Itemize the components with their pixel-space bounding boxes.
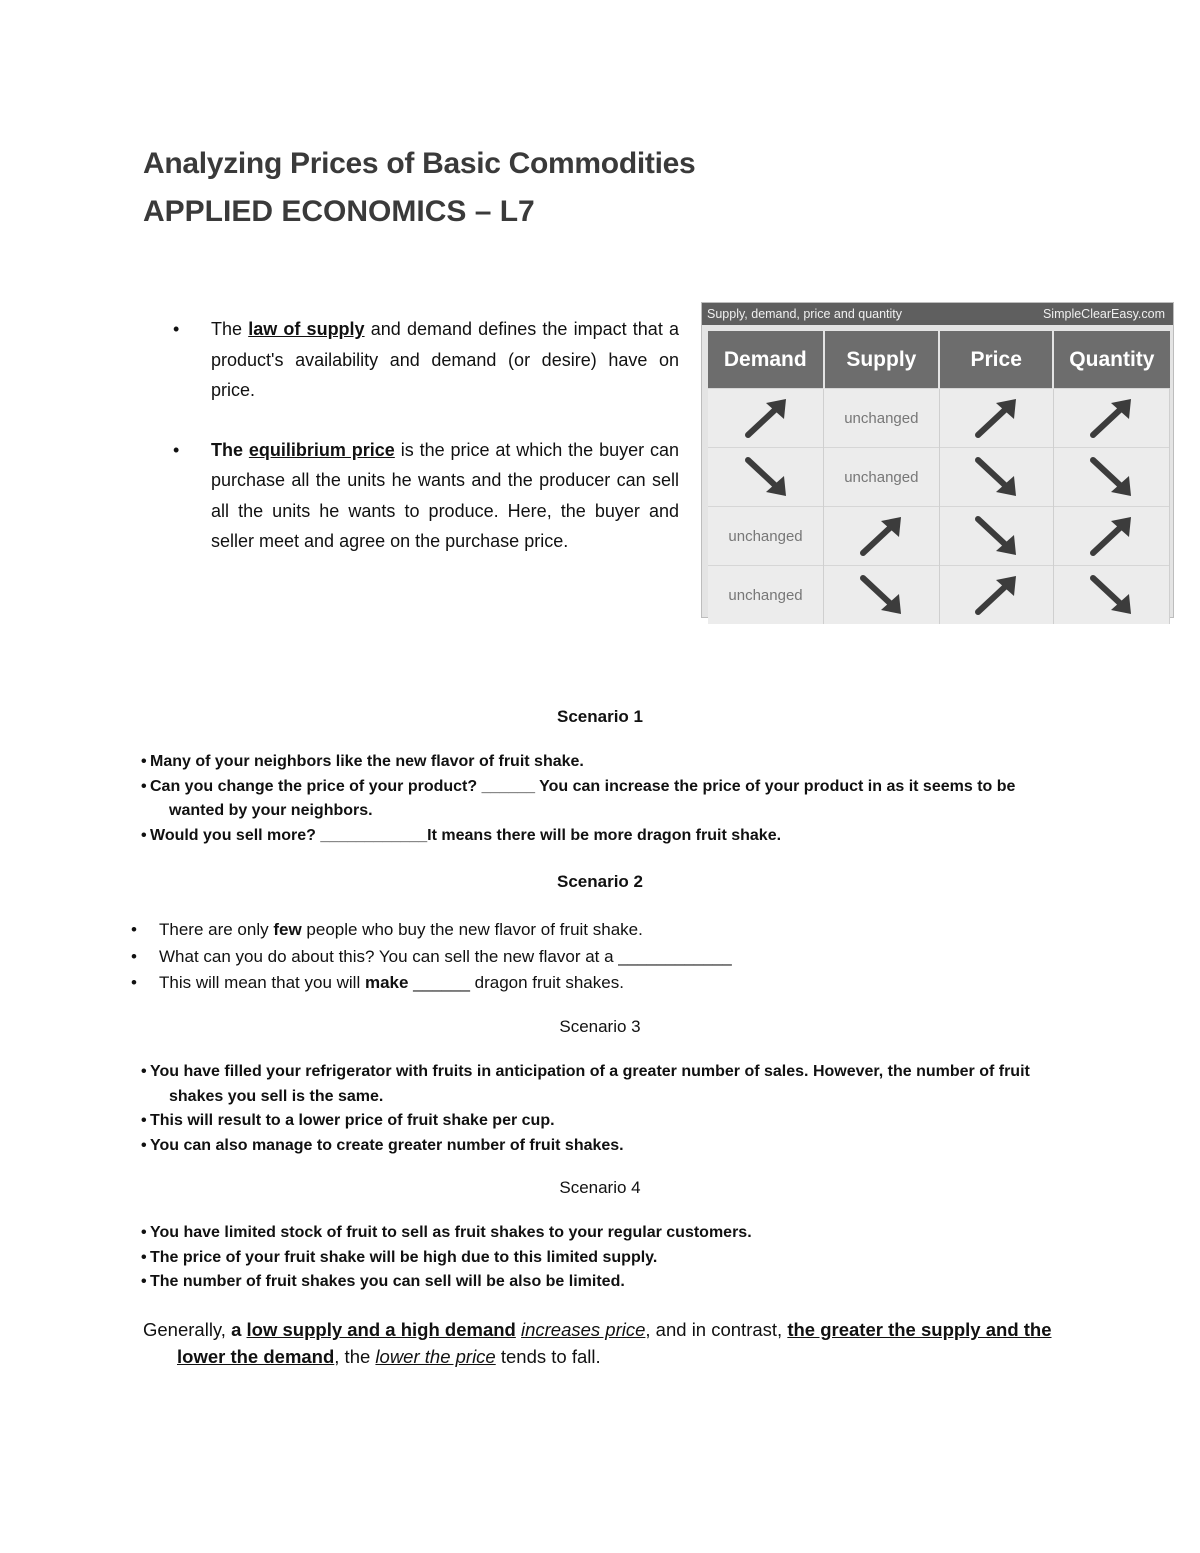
list-item-emphasis: few [273, 920, 302, 939]
list-item [141, 824, 1061, 849]
intro-text: is the price at which the buyer can purchase all the units he wants and the producer can sell all the units he wants to produce. Here, the buyer and seller meet and agree on the purchase price. [211, 439, 679, 551]
unchanged-label: unchanged [728, 586, 803, 604]
arrow-down-right-icon [970, 513, 1022, 559]
header-supply: Supply [824, 331, 940, 389]
table-row [708, 566, 1170, 625]
bullet: • [131, 920, 137, 939]
scenario-3-list [141, 1060, 1061, 1158]
list-item [141, 750, 1061, 775]
table-row [708, 507, 1170, 566]
intro-item-law-of-supply [173, 314, 679, 406]
conclusion-italic: lower the price [375, 1346, 496, 1367]
table-cell [708, 566, 824, 625]
list-item-text: Many of your neighbors like the new flavor of fruit shake. [150, 753, 584, 770]
list-item [131, 917, 1031, 944]
list-item [141, 1060, 1061, 1109]
bullet: • [141, 1063, 147, 1080]
conclusion-emphasis: the greater the supply and the lower the demand [177, 1319, 1052, 1367]
table-cell [939, 389, 1053, 448]
unchanged-label: unchanged [844, 409, 919, 427]
list-item [141, 1221, 1061, 1246]
scenario-3-title: Scenario 3 [559, 1017, 641, 1036]
conclusion-text: tends to fall. [495, 1346, 601, 1367]
conclusion-text: Generally, [143, 1319, 232, 1340]
table-caption-source: SimpleClearEasy.com [1042, 307, 1165, 321]
conclusion-text: , the [334, 1346, 376, 1367]
bullet: • [141, 753, 147, 770]
list-item-text: people who buy the new flavor of fruit shake. [301, 920, 643, 939]
scenario-1-title: Scenario 1 [557, 707, 643, 726]
document-title: Analyzing Prices of Basic Commodities [143, 147, 696, 180]
table-cell [939, 448, 1053, 507]
arrow-down-right-icon [855, 572, 907, 618]
table-cell [708, 448, 824, 507]
bullet: • [141, 1112, 147, 1129]
table-cell [824, 448, 940, 507]
list-item [131, 944, 1031, 971]
header-quantity: Quantity [1053, 331, 1169, 389]
header-price: Price [939, 331, 1053, 389]
list-item-text: There are only [159, 920, 274, 939]
header-demand: Demand [708, 331, 824, 389]
table-cell [824, 389, 940, 448]
scenario-2-title: Scenario 2 [557, 872, 643, 891]
table-body [708, 389, 1170, 625]
table-cell [824, 566, 940, 625]
arrow-down-right-icon [970, 454, 1022, 500]
arrow-down-right-icon [740, 454, 792, 500]
list-item-text: You have limited stock of fruit to sell as fruit shakes to your regular customers. [150, 1224, 752, 1241]
conclusion-text: a [231, 1319, 247, 1340]
scenario-1-list [141, 750, 1061, 848]
arrow-up-right-icon [740, 395, 792, 441]
scenario-4-list [141, 1221, 1061, 1295]
arrow-up-right-icon [970, 572, 1022, 618]
unchanged-label: unchanged [728, 527, 803, 545]
list-item [141, 775, 1061, 824]
intro-text: The [211, 319, 249, 339]
arrow-up-right-icon [855, 513, 907, 559]
table-row [708, 448, 1170, 507]
table-cell [708, 389, 824, 448]
list-item [141, 1246, 1061, 1271]
unchanged-label: unchanged [844, 468, 919, 486]
intro-text: and demand defines the impact that a product's availability and demand (or desire) have on price. [211, 319, 680, 400]
conclusion-text: , and in contrast, [645, 1319, 788, 1340]
list-item [141, 1270, 1061, 1295]
table-cell [939, 507, 1053, 566]
scenario-2-list [131, 917, 1031, 997]
table-cell [1053, 448, 1169, 507]
supply-demand-table [708, 331, 1170, 624]
bullet: • [141, 1224, 147, 1241]
table-cell [1053, 389, 1169, 448]
list-item-text: Can you change the price of your product? ______ You can increase the price of your product in as it seems to be wanted by your neighbors. [150, 777, 1016, 819]
bullet: • [141, 1273, 147, 1290]
arrow-up-right-icon [970, 395, 1022, 441]
list-item [141, 1134, 1061, 1159]
list-item-text: The price of your fruit shake will be high due to this limited supply. [150, 1248, 658, 1266]
list-item-text: You have filled your refrigerator with fruits in anticipation of a greater number of sales. However, the number of fruit shakes you sell is the same. [150, 1063, 1030, 1105]
conclusion-emphasis: low supply and a high demand [246, 1319, 516, 1340]
table-cell [1053, 507, 1169, 566]
bullet: • [141, 1136, 147, 1154]
table-caption [702, 303, 1173, 325]
document-subtitle: APPLIED ECONOMICS – L7 [143, 195, 535, 228]
arrow-down-right-icon [1085, 454, 1137, 500]
list-item-text: This will result to a lower price of fruit shake per cup. [150, 1112, 555, 1129]
table-caption-title: Supply, demand, price and quantity [707, 307, 903, 321]
list-item-text: You can also manage to create greater number of fruit shakes. [150, 1136, 624, 1154]
bullet: • [173, 319, 180, 339]
term-law-of-supply: law of supply [248, 319, 365, 339]
table-cell [824, 507, 940, 566]
table-row [708, 389, 1170, 448]
conclusion-italic: increases price [520, 1319, 646, 1340]
table-cell [1053, 566, 1169, 625]
arrow-up-right-icon [1085, 513, 1137, 559]
bullet: • [131, 973, 137, 992]
arrow-down-right-icon [1085, 572, 1137, 618]
list-item-text: What can you do about this? You can sell the new flavor at a ____________ [159, 946, 732, 966]
bullet: • [141, 826, 147, 844]
arrow-up-right-icon [1085, 395, 1137, 441]
bullet: • [141, 777, 147, 795]
bullet: • [173, 439, 180, 460]
list-item-text: ______ dragon fruit shakes. [408, 973, 624, 992]
term-equilibrium-price: equilibrium price [248, 439, 395, 460]
list-item [131, 970, 1031, 997]
bullet: • [131, 946, 137, 966]
bullet: • [141, 1248, 147, 1266]
intro-list [173, 314, 679, 586]
scenario-4-title: Scenario 4 [559, 1178, 641, 1197]
intro-item-equilibrium-price [173, 435, 679, 557]
table-cell [708, 507, 824, 566]
list-item-text: The number of fruit shakes you can sell will be also be limited. [150, 1273, 625, 1290]
list-item-emphasis: make [364, 973, 409, 992]
supply-demand-table-image [701, 302, 1174, 618]
conclusion-paragraph [143, 1316, 1097, 1370]
intro-text: The [211, 439, 249, 460]
table-cell [939, 566, 1053, 625]
list-item [141, 1109, 1061, 1134]
list-item-text: This will mean that you will [159, 973, 365, 992]
list-item-text: Would you sell more? ____________It means there will be more dragon fruit shake. [150, 826, 782, 844]
